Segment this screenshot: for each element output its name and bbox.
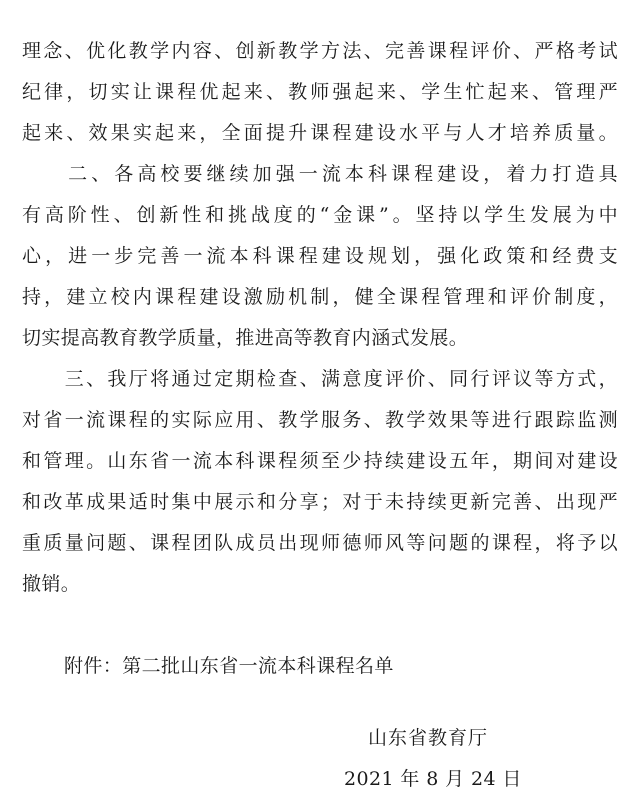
attachment-note: 附件：第二批山东省一流本科课程名单 [64,655,394,677]
paragraph-2-line-2: 有高阶性、创新性和挑战度的“金课”。坚持以学生发展为中 [22,204,618,226]
paragraph-3-line-4: 和改革成果适时集中展示和分享；对于未持续更新完善、出现严 [22,491,618,513]
paragraph-1-line-2: 纪律，切实让课程优起来、教师强起来、学生忙起来、管理严 [22,81,618,103]
paragraph-2-line-4: 持，建立校内课程建设激励机制，健全课程管理和评价制度， [22,286,618,308]
issue-date: 2021 年 8 月 24 日 [344,768,522,790]
paragraph-3-line-6: 撤销。 [22,573,81,595]
paragraph-2-line-3: 心，进一步完善一流本科课程建设规划，强化政策和经费支 [22,245,618,267]
paragraph-2-line-1: 二、各高校要继续加强一流本科课程建设，着力打造具 [22,163,618,185]
paragraph-1-line-1: 理念、优化教学内容、创新教学方法、完善课程评价、严格考试 [22,40,618,62]
paragraph-3-line-3: 和管理。山东省一流本科课程须至少持续建设五年，期间对建设 [22,450,618,472]
issuing-organization: 山东省教育厅 [368,727,489,749]
paragraph-3-line-5: 重质量问题、课程团队成员出现师德师风等问题的课程，将予以 [22,532,618,554]
paragraph-1-line-3: 起来、效果实起来，全面提升课程建设水平与人才培养质量。 [22,122,618,144]
paragraph-3-line-2: 对省一流课程的实际应用、教学服务、教学效果等进行跟踪监测 [22,409,618,431]
paragraph-3-line-1: 三、我厅将通过定期检查、满意度评价、同行评议等方式， [22,368,618,390]
paragraph-2-line-5: 切实提高教育教学质量，推进高等教育内涵式发展。 [22,327,469,349]
